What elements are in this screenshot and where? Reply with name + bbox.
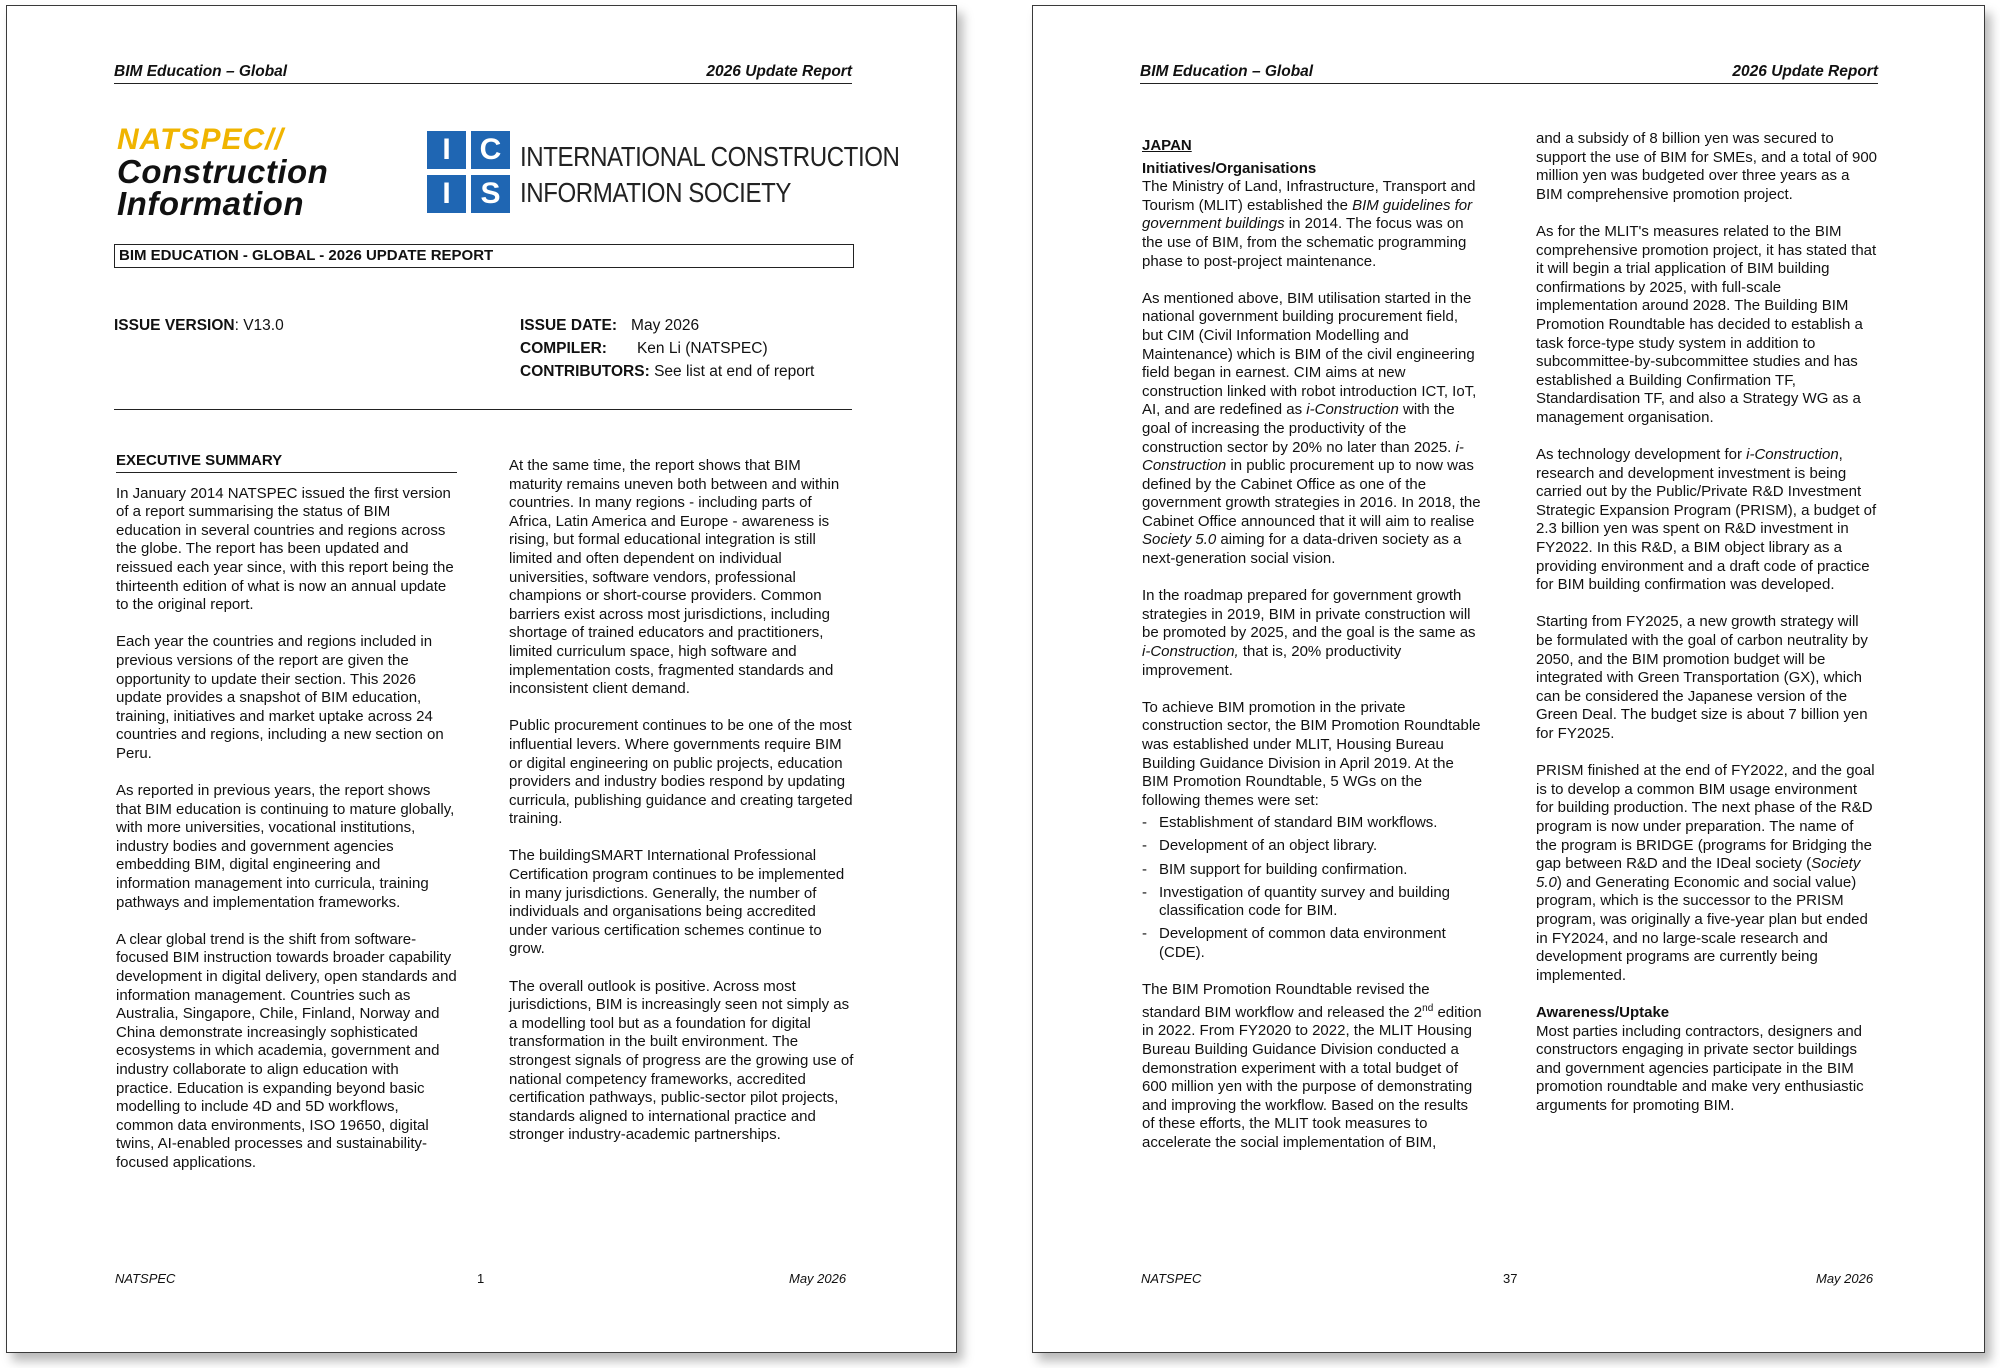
japan-left-column xyxy=(1142,137,1482,1171)
icis-logo-line1: INTERNATIONAL CONSTRUCTION xyxy=(520,141,900,172)
wg-themes-list xyxy=(1142,814,1482,962)
paragraph: At the same time, the report shows that BIM maturity remains uneven both between and within countries. In many regions - including parts of Africa, Latin America and Europe - awareness is rising, but formal educational integration is still limited and often dependent on individual universities, software vendors, professional champions or short-course providers. Common barriers exist across most jurisdictions, including shortage of trained educators and practitioners, limited curriculum space, high software and implementation costs, fragmented standards and inconsistent client demand. xyxy=(509,457,840,698)
paragraph: A clear global trend is the shift from software-focused BIM instruction towards broader capability development in digital delivery, open standards and information management. Countries such as Australia, Singapore, Chile, Finland, Norway and China demonstrate increasingly sophisticated ecosystems in which academia, government and industry collaborate to align education with practice. Education is expanding beyond basic modelling to include 4D and 5D workflows, common data environments, ISO 19650, digital twins, AI-enabled processes and sustainability-focused applications. xyxy=(116,930,457,1171)
paragraph: Public procurement continues to be one of the most influential levers. Where governments require BIM or digital engineering on public projects, education providers and industry bodies respond by updating curricula, publishing guidance and creating targeted training. xyxy=(509,717,853,828)
list-item: - Investigation of quantity survey and building classification code for BIM. xyxy=(1142,884,1482,921)
compiler-label: COMPILER: xyxy=(520,340,607,357)
report-page-1 xyxy=(6,5,957,1353)
natspec-logo-line3: Information xyxy=(117,185,304,222)
header-left: BIM Education – Global xyxy=(1140,63,1314,80)
exec-summary-left-column xyxy=(116,452,457,1191)
footer-left: NATSPEC xyxy=(115,1271,176,1286)
awareness-heading: Awareness/Uptake xyxy=(1536,1003,1670,1021)
icis-cell: I xyxy=(427,175,466,213)
country-heading: JAPAN xyxy=(1142,137,1192,154)
header-right: 2026 Update Report xyxy=(1732,63,1878,80)
header-left: BIM Education – Global xyxy=(114,63,288,80)
header-right: 2026 Update Report xyxy=(706,63,852,80)
icis-logo-text xyxy=(520,139,900,211)
paragraph: As technology development for i-Construction, research and development investment is being carried out by the Public/Private R&D Investment Strategic Expansion Program (PRISM), a budget of 2.3 billion yen was spent on R&D investment in FY2022. In this R&D, a BIM object library as a providing environment and a draft code of practice for BIM building confirmation was developed. xyxy=(1536,446,1877,594)
footer-right: May 2026 xyxy=(789,1271,847,1286)
footer-right: May 2026 xyxy=(1816,1271,1874,1286)
list-item: - Development of an object library. xyxy=(1142,837,1482,856)
report-title-box: BIM EDUCATION - GLOBAL - 2026 UPDATE REPORT xyxy=(114,244,854,268)
issue-date-value: May 2026 xyxy=(631,317,700,334)
page-number: 37 xyxy=(1503,1271,1518,1286)
issue-date-label: ISSUE DATE: xyxy=(520,317,618,334)
paragraph: Most parties including contractors, designers and constructors engaging in private sector buildings and government agencies participate in the BIM promotion roundtable and make very enthusiastic arguments for promoting BIM. xyxy=(1536,1022,1864,1114)
paragraph: Each year the countries and regions included in previous versions of the report are given the opportunity to update their section. This 2026 update provides a snapshot of BIM education, training, initiatives and market uptake across 24 countries and regions, including a new section on Peru. xyxy=(116,633,444,762)
natspec-logo-line1: NATSPEC// xyxy=(117,123,284,156)
list-item: - Development of common data environment (CDE). xyxy=(1142,925,1482,962)
contributors-label: CONTRIBUTORS: xyxy=(520,363,650,380)
icis-cell: C xyxy=(471,131,510,169)
paragraph: As reported in previous years, the report shows that BIM education is continuing to mature globally, with more universities, vocational institutions, industry bodies and government agencies embedding BIM, digital engineering and information management into curricula, training pathways and implementation frameworks. xyxy=(116,782,455,911)
paragraph: As mentioned above, BIM utilisation started in the national government building procurement field, but CIM (Civil Information Modelling and Maintenance) which is BIM of the civil engineering field began in earnest. CIM aims at new construction linked with robot introduction ICT, IoT, AI, and are redefined as i-Construction with the goal of increasing the productivity of the construction sector by 20% no later than 2025. i-Construction in public procurement up to now was defined by the Cabinet Office as one of the government growth strategies in 2016. In 2018, the Cabinet Office announced that it will aim to realise Society 5.0 aiming for a data-driven society as a next-generation social vision. xyxy=(1142,289,1481,568)
icis-logo-line2: INFORMATION SOCIETY xyxy=(520,177,791,208)
running-header xyxy=(1140,61,1878,84)
japan-right-column xyxy=(1536,130,1878,1134)
footer-left: NATSPEC xyxy=(1141,1271,1202,1286)
icis-cell: S xyxy=(471,175,510,213)
paragraph: Starting from FY2025, a new growth strategy will be formulated with the goal of carbon neutrality by 2050, and the BIM promotion budget will be integrated with Green Transportation (GX), which can be considered the Japanese version of the Green Deal. The budget size is about 7 billion yen for FY2025. xyxy=(1536,613,1868,742)
paragraph: The Ministry of Land, Infrastructure, Transport and Tourism (MLIT) established the BIM guidelines for government buildings in 2014. The focus was on the use of BIM, from the schematic programming phase to post-project maintenance. xyxy=(1142,178,1476,270)
icis-logo-mark xyxy=(427,131,511,214)
issue-meta-block xyxy=(520,314,814,383)
issue-version xyxy=(114,314,284,337)
paragraph: To achieve BIM promotion in the private construction sector, the BIM Promotion Roundtable was established under MLIT, Housing Bureau Building Guidance Division in April 2019. At the BIM Promotion Roundtable, 5 WGs on the following themes were set: xyxy=(1142,698,1481,809)
paragraph: The overall outlook is positive. Across most jurisdictions, BIM is increasingly seen not simply as a modelling tool but as a foundation for digital transformation in the built environment. The strongest signals of progress are the growing use of national competency frameworks, accredited certification pathways, public-sector pilot projects, standards aligned to international practice and stronger industry-academic partnerships. xyxy=(509,977,854,1144)
compiler-value: Ken Li (NATSPEC) xyxy=(636,340,768,357)
paragraph: As for the MLIT's measures related to the BIM comprehensive promotion project, it has stated that it will begin a trial application of BIM building confirmations by 2025, with full-scale implementation around 2028. The Building BIM Promotion Roundtable has decided to establish a task force-type study system in addition to subcommittee-by-subcommittee studies and has established a Building Confirmation TF, Standardisation TF, and also a Strategy WG as a management organisation. xyxy=(1536,222,1877,426)
natspec-logo xyxy=(117,124,417,220)
divider xyxy=(114,409,852,410)
paragraph: The BIM Promotion Roundtable revised the standard BIM workflow and released the 2nd edition in 2022. From FY2020 to 2022, the MLIT Housing Bureau Building Guidance Division conducted a demonstration experiment with a total budget of 600 million yen with the purpose of demonstrating and improving the workflow. Based on the results of these efforts, the MLIT took measures to accelerate the social implementation of BIM, xyxy=(1142,981,1482,1151)
exec-summary-right-column xyxy=(509,457,854,1164)
paragraph: and a subsidy of 8 billion yen was secured to support the use of BIM for SMEs, and a total of 900 million yen was budgeted over three years as a BIM comprehensive promotion project. xyxy=(1536,130,1878,203)
report-page-37 xyxy=(1032,5,1985,1353)
paragraph: PRISM finished at the end of FY2022, and the goal is to develop a common BIM usage environment for building production. The next phase of the R&D program is now under preparation. The name of the program is BRIDGE (programs for Bridging the gap between R&D and the IDeal society (Society 5.0) and Generating Economic and social value) program, which is the successor to the PRISM program, was originally a five-year plan but ended in FY2024, and no large-scale research and development programs are currently being implemented. xyxy=(1536,762,1875,984)
paragraph: In January 2014 NATSPEC issued the first version of a report summarising the status of BIM education in several countries and regions across the globe. The report has been updated and reissued each year since, with this report being the thirteenth edition of what is now an annual update to the original report. xyxy=(116,484,454,614)
exec-summary-heading: EXECUTIVE SUMMARY xyxy=(116,452,457,473)
running-header xyxy=(114,61,852,84)
page-number: 1 xyxy=(477,1271,485,1286)
paragraph: In the roadmap prepared for government growth strategies in 2019, BIM in private construction will be promoted by 2025, and the goal is the same as i-Construction, that is, 20% productivity improvement. xyxy=(1142,587,1476,679)
contributors-value: See list at end of report xyxy=(654,363,815,380)
natspec-logo-line2: Construction xyxy=(117,153,329,190)
issue-version-value: : V13.0 xyxy=(234,317,284,334)
list-item: - Establishment of standard BIM workflows. xyxy=(1142,814,1482,833)
issue-version-label: ISSUE VERSION xyxy=(114,317,235,334)
paragraph: The buildingSMART International Professional Certification program continues to be implemented in many jurisdictions. Generally, the number of individuals and organisations being accredited under various certification schemes continue to grow. xyxy=(509,847,845,958)
initiatives-heading: Initiatives/Organisations xyxy=(1142,159,1317,177)
icis-cell: I xyxy=(427,131,466,169)
list-item: - BIM support for building confirmation. xyxy=(1142,861,1482,880)
footer-page-number xyxy=(477,1271,484,1286)
footer-page-number xyxy=(1503,1271,1517,1286)
